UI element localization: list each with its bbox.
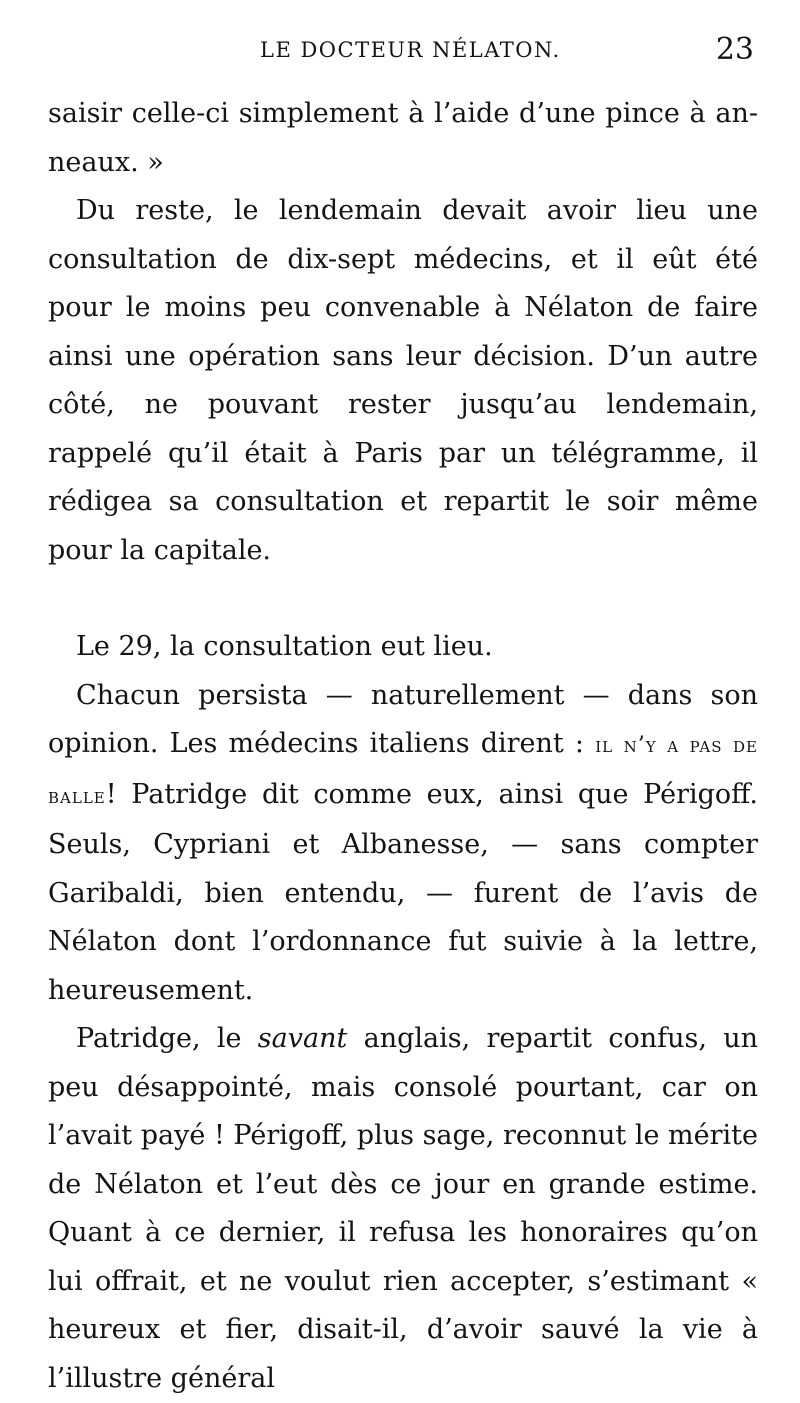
body-text [48, 90, 758, 1403]
running-head-title: LE DOCTEUR NÉLATON. [260, 38, 561, 62]
opinions-text-after: ! Patridge dit comme eux, ainsi que Périgoff. Seuls, Cypriani et Albanesse, — sans compter Garibaldi, bien entendu, — furent de l’avis de Nélaton dont l’ordonnance fut suivie à la lettre, heureusement. [48, 778, 758, 1006]
paragraph-consultation-postponed: Du reste, le lendemain devait avoir lieu une consultation de dix-sept médecins, et il eût été pour le moins peu convenable à Nélaton de faire ainsi une opération sans leur décision. D’un autre côté, ne pouvant rester jusqu’au lendemain, rappelé qu’il était à Paris par un télégramme, il rédigea sa consultation et repartit le soir même pour la capitale. [48, 195, 758, 566]
running-head [48, 30, 758, 70]
opinions-text-before: Chacun persista — naturellement — dans son opinion. Les médecins italiens dirent : [48, 679, 758, 759]
no-bullet-smallcaps: il n’y a pas de balle [48, 733, 759, 809]
savant-italic: savant [257, 1023, 348, 1054]
aftermath-text-after: anglais, repartit confus, un peu désappointé, mais consolé pourtant, car on l’avait payé ! Périgoff, plus sage, reconnut le mérite de Nélaton et l’eut dès ce jour en grande estime. Quant à ce dernier, il refusa les honoraires qu’on lui offrait, et ne voulut rien accepter, s’estimant « heureux et fier, disait-il, d’avoir sauvé la vie à l’illustre général [48, 1023, 758, 1394]
paragraph-aftermath [48, 1015, 758, 1403]
paragraph-continuation: saisir celle-ci simplement à l’aide d’une pince à an-neaux. » [48, 98, 758, 178]
paragraph-opinions [48, 672, 758, 1016]
aftermath-text-before: Patridge, le [76, 1023, 258, 1054]
paragraph-consultation-held: Le 29, la consultation eut lieu. [76, 631, 493, 662]
page-number: 23 [715, 32, 754, 67]
